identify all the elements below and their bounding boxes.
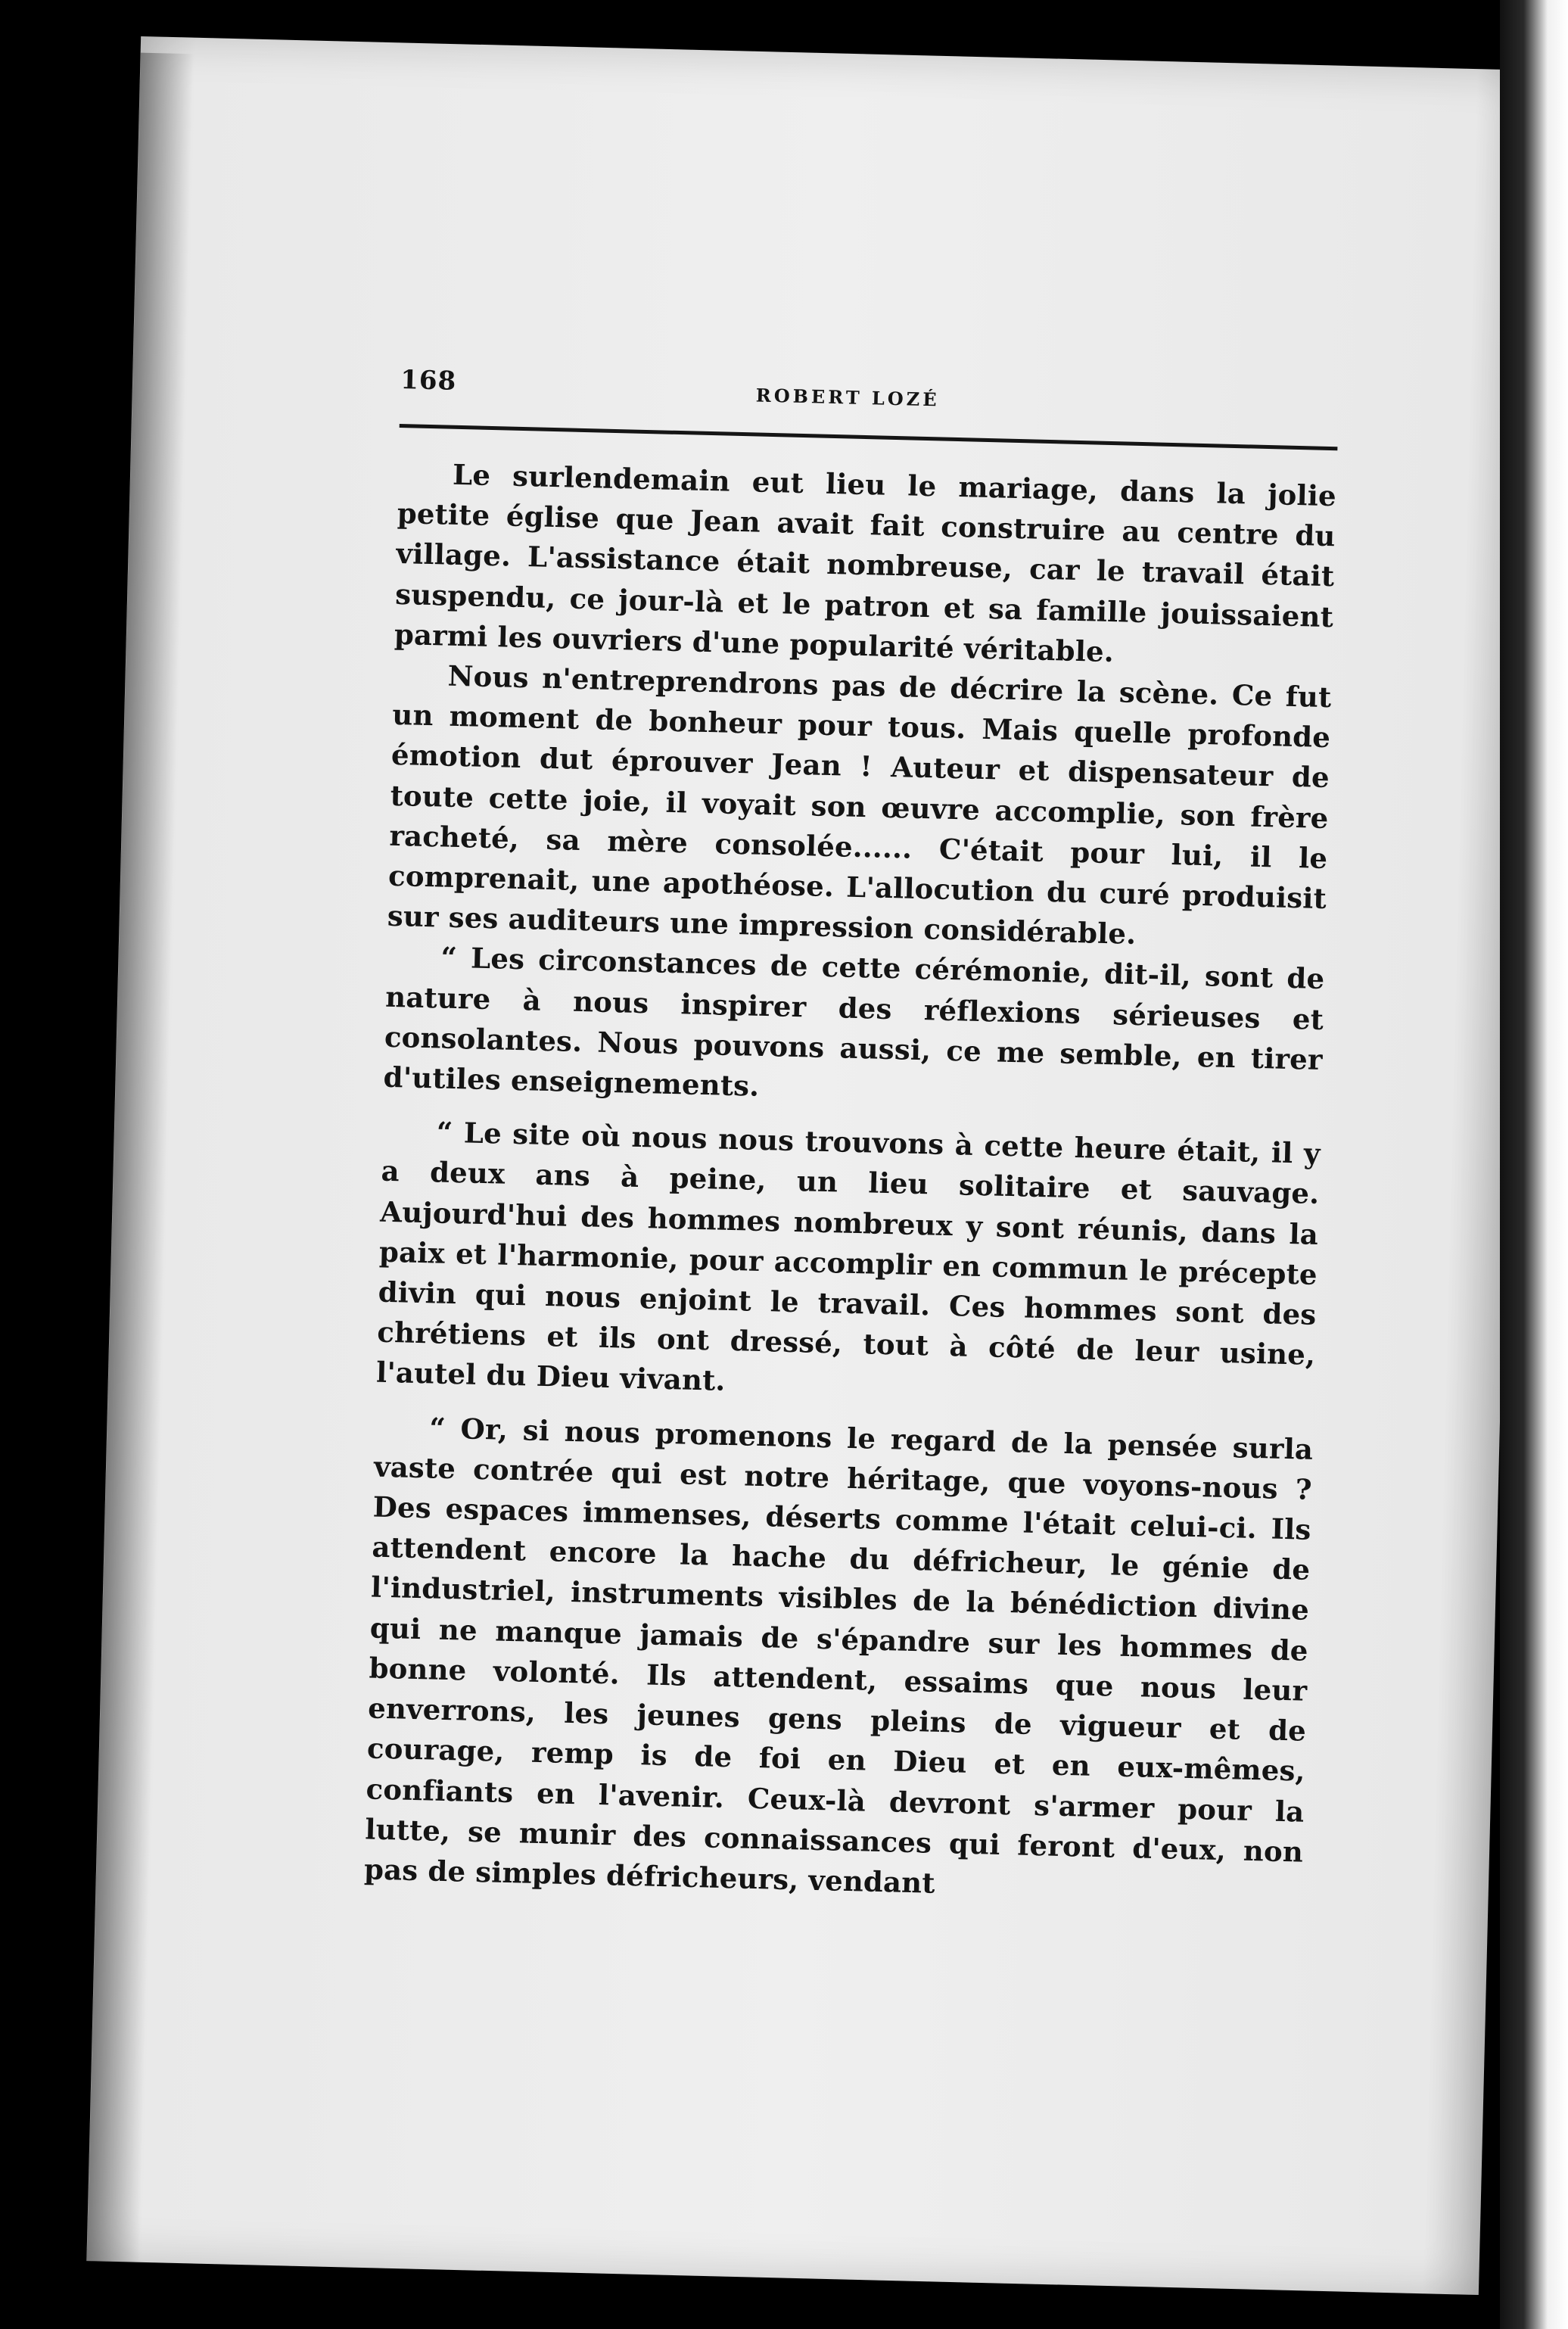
paragraph-3: “ Les circonstances de cette cérémonie, dit-il, sont de nature à nous inspirer des réflexions sérieuses et consolantes. Nous pouvons aussi, ce me semble, en tirer d'utiles enseignements. <box>383 940 1325 1103</box>
paragraph-1: Le surlendemain eut lieu le mariage, dans la jolie petite église que Jean avait fait construire au centre du village. L'assistance était nombreuse, car le travail était suspendu, ce jour-là et le patron et sa famille jouissaient parmi les ouvriers d'une popularité véritable. <box>394 457 1337 668</box>
page-content <box>363 356 1339 1913</box>
running-title: ROBERT LOZÉ <box>755 384 940 411</box>
adjacent-page-edge <box>1500 0 1568 2329</box>
paragraph-5: “ Or, si nous promenons le regard de la pensée surla vaste contrée qui est notre héritage, que voyons-nous ? Des espaces immenses, déserts comme l'était celui-ci. Ils attendent encore la hache du défricheur, le génie de l'industriel, instruments visibles de la bénédiction divine qui ne manque jamais de s'épandre sur les hommes de bonne volonté. Ils attendent, essaims que nous leur enverrons, les jeunes gens pleins de vigueur et de courage, remp is de foi en Dieu et en eux-mêmes, confiants en l'avenir. Ceux-là devront s'armer pour la lutte, se munir des connaissances qui feront d'eux, non pas de simples défricheurs, vendant <box>363 1411 1314 1900</box>
page-number: 168 <box>400 364 457 397</box>
paragraph-2: Nous n'entreprendrons pas de décrire la scène. Ce fut un moment de bonheur pour tous. Mais quelle profonde émotion dut éprouver Jean ! Auteur et dispensateur de toute cette joie, il voyait son œuvre accomplie, son frère racheté, sa mère consolée...... C'était pour lui, il le comprenait, une apothéose. L'allocution du curé produisit sur ses auditeurs une impression considérable. <box>387 659 1332 951</box>
paragraph-4: “ Le site où nous nous trouvons à cette heure était, il y a deux ans à peine, un lieu solitaire et sauvage. Aujourd'hui des hommes nombreux y sont réunis, dans la paix et l'harmonie, pour accomplir en commun le précepte divin qui nous enjoint le travail. Ces hommes sont des chrétiens et ils ont dressé, tout à côté de leur usine, l'autel du Dieu vivant. <box>375 1115 1321 1398</box>
